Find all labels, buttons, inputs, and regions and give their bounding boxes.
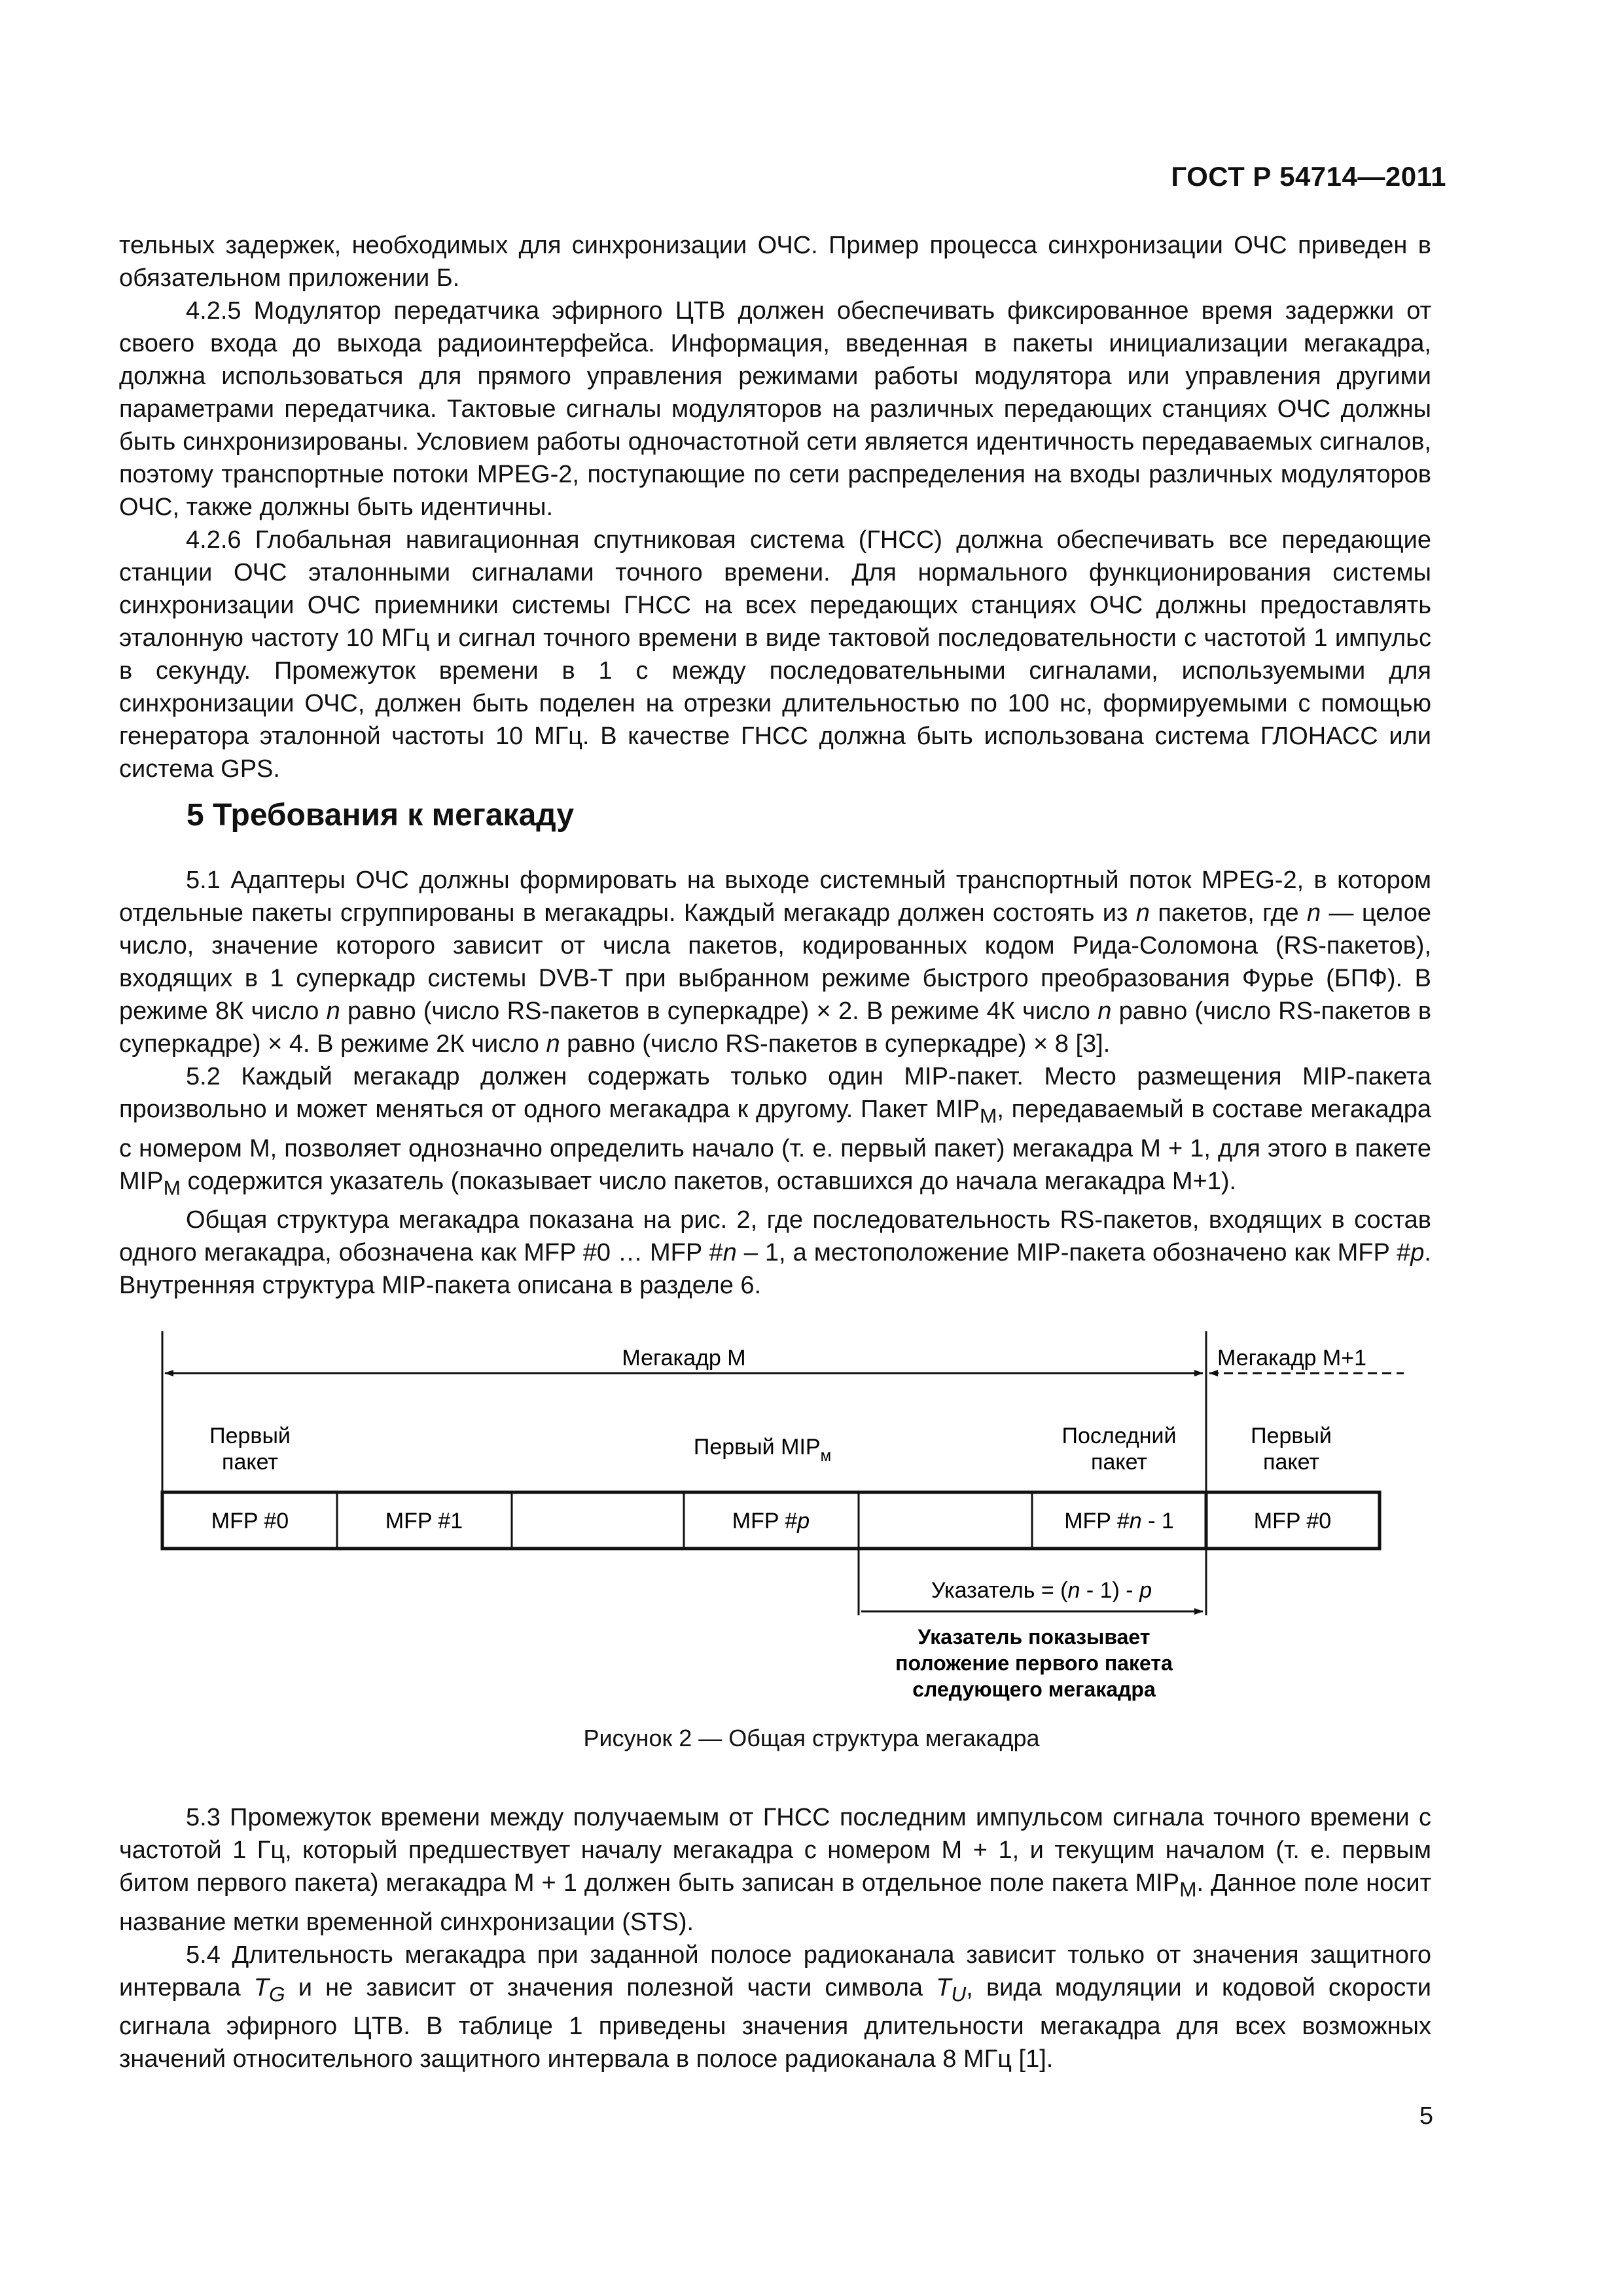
cell-mfp-0: MFP #0	[211, 1509, 289, 1534]
first-packet-label-2: пакет	[222, 1450, 278, 1475]
megaframe-diagram	[0, 1322, 1623, 1715]
cell-mfp-p: MFP #p	[732, 1509, 810, 1534]
pointer-note-1: Указатель показывает	[918, 1625, 1150, 1649]
paragraph-5-2: 5.2 Каждый мегакадр должен содержать только один MIP-пакет. Место размещения MIP-пакета произвольно и может меняться от одного мегакадра к другому. Пакет $MIP_M$, передаваемый в составе мегакадра с номером М, позволяет однозначно определить начало (т. е. первый пакет) мегакадра М + 1, для этого в пакете $MIP_M$ содержится указатель (показывает число пакетов, оставшихся до начала мегакадра М+1).	[119, 1063, 1431, 1200]
next-first-packet-label-1: Первый	[1251, 1424, 1332, 1448]
cell-mfp-0-next: MFP #0	[1253, 1509, 1332, 1534]
paragraph-4-2-5: 4.2.5 Модулятор передатчика эфирного ЦТВ должен обеспечивать фиксированное время задержки от своего входа до выхода радиоинтерфейса. Информация, введенная в пакеты инициализации мегакадра, должна использоваться для прямого управления режимами работы модулятора или управления другими параметрами передатчика. Тактовые сигналы модуляторов на различных передающих станциях ОЧС должны быть синхронизированы. Условием работы одночастотной сети является идентичность передаваемых сигналов, поэтому транспортные потоки MPEG-2, поступающие по сети распределения на входы различных модуляторов ОЧС, также должны быть идентичны.	[119, 297, 1431, 521]
section-heading: 5 Требования к мегакаду	[187, 798, 575, 833]
first-packet-label-1: Первый	[209, 1424, 291, 1448]
paragraph-continued: тельных задержек, необходимых для синхронизации ОЧС. Пример процесса синхронизации ОЧС приведен в обязательном приложении Б.	[119, 232, 1431, 292]
paragraph-4-2-6: 4.2.6 Глобальная навигационная спутниковая система (ГНСС) должна обеспечивать все передающие станции ОЧС эталонными сигналами точного времени. Для нормального функционирования системы синхронизации ОЧС приемники системы ГНСС на всех передающих станциях ОЧС должны предоставлять эталонную частоту 10 МГц и сигнал точного времени в виде тактовой последовательности с частотой 1 импульс в секунду. Промежуток времени в 1 с между последовательными сигналами, используемыми для синхронизации ОЧС, должен быть поделен на отрезки длительностью по 100 нс, формируемыми с помощью генератора эталонной частоты 10 МГц. В качестве ГНСС должна быть использована система ГЛОНАСС или система GPS.	[119, 526, 1431, 783]
megaframe-m-label: Мегакадр М	[622, 1346, 746, 1371]
pointer-note-2: положение первого пакета	[895, 1651, 1173, 1675]
figure-caption: Рисунок 2 — Общая структура мегакадра	[583, 1725, 1040, 1751]
cell-mfp-1: MFP #1	[385, 1509, 463, 1534]
last-packet-label-2: пакет	[1091, 1450, 1147, 1475]
last-packet-label-1: Последний	[1061, 1424, 1177, 1448]
cell-mfp-n-1: MFP #n - 1	[1064, 1509, 1174, 1534]
text-block-mid	[119, 864, 1431, 1302]
paragraph-5-1: 5.1 Адаптеры ОЧС должны формировать на выходе системный транспортный поток MPEG-2, в котором отдельные пакеты сгруппированы в мегакадры. Каждый мегакадр должен состоять из n пакетов, где n — целое число, значение которого зависит от числа пакетов, кодированных кодом Рида-Соломона (RS-пакетов), входящих в 1 суперкадр системы DVB-T при выбранном режиме быстрого преобразования Фурье (БПФ). В режиме 8К число n равно (число RS-пакетов в суперкадре) × 2. В режиме 4К число n равно (число RS-пакетов в суперкадре) × 4. В режиме 2К число n равно (число RS-пакетов в суперкадре) × 8 [3].	[119, 867, 1432, 1058]
first-mip-label: Первый $MIP_м$	[693, 1435, 832, 1465]
page-number: 5	[1419, 2102, 1433, 2130]
pointer-note-3: следующего мегакадра	[912, 1677, 1156, 1701]
paragraph-general-structure: Общая структура мегакадра показана на рис. 2, где последовательность RS-пакетов, входящих в состав одного мегакадра, обозначена как MFP #0 … MFP #n – 1, а местоположение MIP-пакета обозначено как MFP #p. Внутренняя структура MIP-пакета описана в разделе 6.	[119, 1206, 1431, 1300]
next-first-packet-label-2: пакет	[1263, 1450, 1319, 1475]
text-block-bottom	[119, 1801, 1431, 2075]
standard-code: ГОСТ Р 54714—2011	[1171, 161, 1446, 192]
text-block-top	[119, 229, 1431, 785]
megaframe-m1-label: Мегакадр М+1	[1217, 1346, 1366, 1371]
pointer-label: Указатель = (n - 1) - p	[931, 1578, 1152, 1603]
paragraph-5-4: 5.4 Длительность мегакадра при заданной полосе радиоканала зависит только от значения защитного интервала $T_G$ и не зависит от значения полезной части символа $T_U$, вида модуляции и кодовой скорости сигнала эфирного ЦТВ. В таблице 1 приведены значения длительности мегакадра для всех возможных значений относительного защитного интервала в полосе радиоканала 8 МГц [1].	[119, 1941, 1431, 2073]
paragraph-5-3: 5.3 Промежуток времени между получаемым от ГНСС последним импульсом сигнала точного времени с частотой 1 Гц, который предшествует началу мегакадра с номером М + 1, и текущим началом (т. е. первым битом первого пакета) мегакадра М + 1 должен быть записан в отдельное поле пакета $MIP_M$. Данное поле носит название метки временной синхронизации (STS).	[119, 1804, 1431, 1936]
